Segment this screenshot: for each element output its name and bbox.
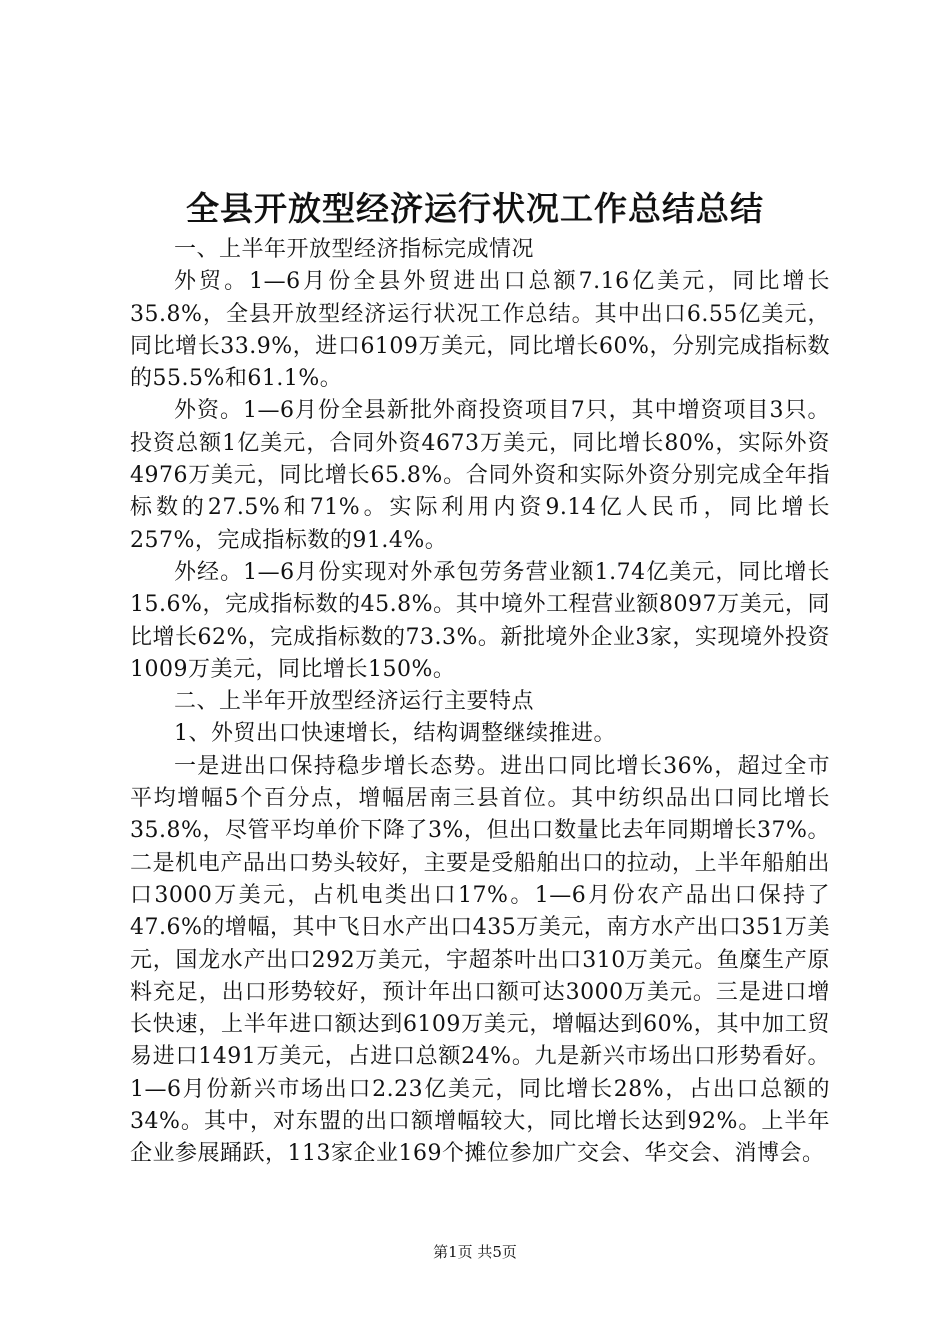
paragraph-trade-details: 一是进出口保持稳步增长态势。进出口同比增长36%，超过全市平均增幅5个百分点，增幅居南三县首位。其中纺织品出口同比增长35.8%，尽管平均单价下降了3%，但出口数量比去年同期增长37%。二是机电产品出口势头较好，主要是受船舶出口的拉动，上半年船舶出口3000万美元，占机电类出口17%。1—6月份农产品出口保持了47.6%的增幅，其中飞日水产出口435万美元，南方水产出口351万美元，国龙水产出口292万美元，宇超茶叶出口310万美元。鱼糜生产原料充足，出口形势较好，预计年出口额可达3000万美元。三是进口增长快速，上半年进口额达到6109万美元，增幅达到60%，其中加工贸易进口1491万美元，占进口总额24%。九是新兴市场出口形势看好。1—6月份新兴市场出口2.23亿美元，同比增长28%，占出口总额的34%。其中，对东盟的出口额增幅较大，同比增长达到92%。上半年企业参展踊跃，113家企业169个摊位参加广交会、华交会、消博会。 xyxy=(130,753,830,1167)
paragraph-foreign-economy: 外经。1—6月份实现对外承包劳务营业额1.74亿美元，同比增长15.6%，完成指标数的45.8%。其中境外工程营业额8097万美元，同比增长62%，完成指标数的73.3%。新批境外企业3家，实现境外投资1009万美元，同比增长150%。 xyxy=(130,559,830,682)
paragraph-foreign-trade: 外贸。1—6月份全县外贸进出口总额7.16亿美元，同比增长35.8%，全县开放型经济运行状况工作总结。其中出口6.55亿美元，同比增长33.9%，进口6109万美元，同比增长60%，分别完成指标数的55.5%和61.1%。 xyxy=(130,269,830,392)
section-heading-1: 一、上半年开放型经济指标完成情况 xyxy=(174,237,535,262)
subsection-heading-1: 1、外贸出口快速增长，结构调整继续推进。 xyxy=(174,721,616,747)
paragraph-foreign-investment: 外资。1—6月份全县新批外商投资项目7只，其中增资项目3只。投资总额1亿美元，合同外资4673万美元，同比增长80%，实际外资4976万美元，同比增长65.8%。合同外资和实际外资分别完成全年指标数的27.5%和71%。实际利用内资9.14亿人民币，同比增长257%，完成指标数的91.4%。 xyxy=(130,398,830,553)
section-heading-2: 二、上半年开放型经济运行主要特点 xyxy=(174,689,535,715)
page-footer: 第1页 共5页 xyxy=(433,1243,517,1261)
document-body xyxy=(130,234,830,1171)
document-title: 全县开放型经济运行状况工作总结总结 xyxy=(186,189,764,228)
